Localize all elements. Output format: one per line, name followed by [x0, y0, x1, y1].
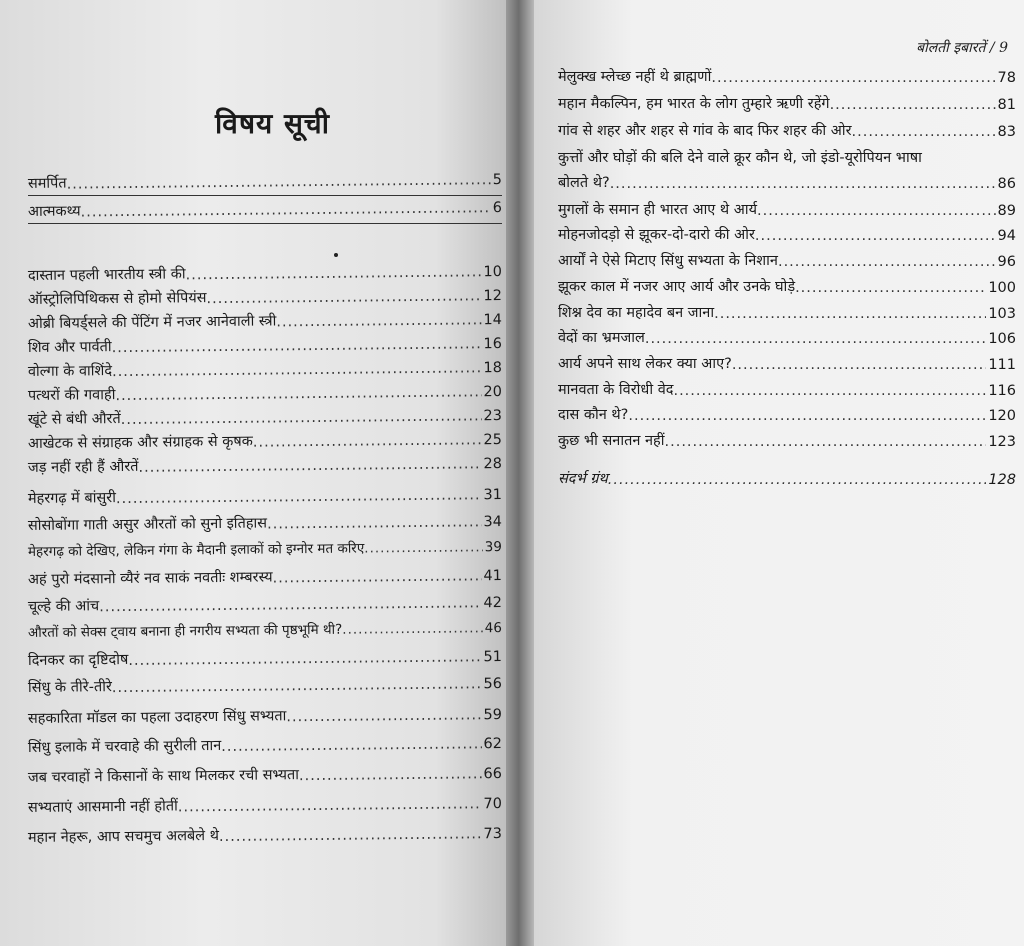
leader-dots: [342, 620, 483, 637]
toc-entry-page: 120: [988, 408, 1016, 424]
toc-entry: [558, 353, 1016, 373]
toc-entry-page: 6: [492, 200, 502, 217]
toc-entry-page: 46: [484, 620, 502, 637]
toc-entry-page: 123: [988, 434, 1016, 450]
toc-entry-title: समर्पित: [27, 175, 67, 193]
toc-entry-title: शिव और पार्वती: [27, 339, 112, 357]
toc-entry-page: 14: [483, 312, 502, 329]
toc-entry-title: दिनकर का दृष्टिदोष: [27, 651, 129, 670]
toc-entry-page: 31: [483, 487, 502, 504]
toc-entry-title: मुगलों के समान ही भारत आए थे आर्य: [558, 202, 758, 218]
toc-entry-title: संदर्भ ग्रंथ: [558, 471, 608, 487]
toc-entry-title: सहकारिता मॉडल का पहला उदाहरण सिंधु सभ्यता: [27, 708, 287, 728]
toc-entry: [558, 172, 1016, 192]
toc-entry-title: महान मैकल्पिन, हम भारत के लोग तुम्हारे ऋणी रहेंगे: [558, 96, 830, 112]
toc-entry-title: सिंधु के तीरे-तीरे: [27, 679, 112, 697]
leader-dots: [286, 707, 481, 725]
leader-dots: [830, 97, 996, 113]
toc-entry-page: 10: [483, 264, 502, 281]
leader-dots: [273, 568, 482, 586]
toc-entry-page: 51: [483, 649, 502, 666]
toc-entry: [558, 93, 1016, 113]
toc-entry-page: 25: [483, 432, 502, 449]
toc-entry-title: खूंटे से बंधी औरतें: [27, 411, 121, 429]
toc-entry-title: मानवता के विरोधी वेद: [558, 382, 674, 398]
toc-entry-title: गांव से शहर और शहर से गांव के बाद फिर शहर की ओर: [558, 123, 852, 139]
leader-dots: [178, 796, 482, 815]
leader-dots: [364, 539, 483, 556]
toc-entry: [558, 66, 1016, 86]
toc-entry-title: जड़ नहीं रही हैं औरतें: [27, 458, 139, 477]
toc-entry-title: जब चरवाहों ने किसानों के साथ मिलकर रची सभ्यता: [27, 767, 300, 787]
toc-entry-title: आखेटक से संग्राहक और संग्राहक से कृषक: [27, 433, 253, 453]
book-gutter: [506, 0, 534, 946]
toc-entry-page: 70: [483, 796, 502, 813]
running-head: बोलती इबारतें / 9: [916, 40, 1008, 56]
toc-entry-bibliography: [558, 468, 1016, 488]
toc-entry: [558, 404, 1016, 424]
toc-entry: [558, 199, 1016, 219]
toc-entry-page: 18: [483, 360, 502, 377]
toc-entry: [558, 302, 1016, 322]
leader-dots: [778, 254, 996, 270]
toc-entry-title: मोहनजोदड़ो से झूकर-दो-दारो की ओर: [558, 227, 755, 243]
toc-entry-title: आर्य अपने साथ लेकर क्या आए?: [558, 356, 732, 372]
toc-entry-page: 12: [483, 288, 502, 305]
toc-entry-title: वोल्गा के वाशिंदे: [27, 363, 113, 381]
toc-entry-page: 73: [483, 826, 502, 843]
leader-dots: [253, 432, 482, 450]
leader-dots: [645, 331, 986, 347]
leader-dots: [795, 280, 986, 296]
toc-entry-page: 42: [483, 595, 502, 612]
leader-dots: [186, 264, 482, 283]
toc-entry-title: आत्मकथ्य: [27, 203, 81, 221]
toc-entry: [558, 120, 1016, 140]
toc-entry-page: 39: [484, 539, 502, 556]
toc-entry-title: महान नेहरू, आप सचमुच अलबेले थे: [27, 828, 220, 847]
toc-entry-page: 128: [988, 472, 1016, 488]
toc-entry-page: 66: [483, 766, 502, 783]
toc-entry-title: ओब्री बियर्ड्सले की पेंटिंग में नजर आनेवाली स्त्री: [27, 313, 277, 333]
toc-entry-title: चूल्हे की आंच: [27, 598, 100, 616]
toc-entry-title: पत्थरों की गवाही: [27, 387, 116, 405]
toc-entry: [558, 250, 1016, 270]
toc-entry-page: 81: [997, 97, 1016, 113]
leader-dots: [608, 472, 987, 488]
leader-dots: [711, 70, 995, 86]
toc-entry-page: 56: [483, 676, 502, 693]
toc-entry-page: 106: [988, 331, 1016, 347]
leader-dots: [714, 306, 986, 322]
toc-entry-page: 23: [483, 408, 502, 425]
toc-entry-title: कुत्तों और घोड़ों की बलि देने वाले क्रूर कौन थे, जो इंडो-यूरोपियन भाषा: [558, 150, 922, 166]
toc-entry-page: 59: [483, 707, 502, 724]
leader-dots: [852, 124, 996, 140]
toc-entry-page: 20: [483, 384, 502, 401]
leader-dots: [628, 408, 986, 424]
page-title: विषय सूची: [215, 107, 330, 140]
leader-dots: [267, 514, 482, 532]
leader-dots: [299, 766, 482, 784]
leader-dots: [221, 736, 481, 755]
toc-entry-title: बोलते थे?: [558, 175, 610, 191]
toc-entry-title: मेलुक्ख म्लेच्छ नहीं थे ब्राह्मणों: [558, 69, 712, 85]
toc-entry-title: सोसोबोंगा गाती असुर औरतों को सुनो इतिहास: [27, 515, 268, 535]
toc-entry-title: आर्यों ने ऐसे मिटाए सिंधु सभ्यता के निशान: [558, 253, 778, 269]
toc-entry-title: ऑस्ट्रोलिपिथिकस से होमो सेपियंस: [27, 290, 207, 309]
toc-entry-page: 103: [988, 306, 1016, 322]
toc-entry-page: 16: [483, 336, 502, 353]
toc-entry-page: 111: [988, 357, 1016, 373]
toc-entry-page: 96: [997, 254, 1016, 270]
toc-entry: [558, 224, 1016, 244]
toc-entry-title: दास कौन थे?: [558, 407, 629, 423]
toc-entry-page: 89: [997, 203, 1016, 219]
toc-entry-page: 41: [483, 568, 502, 585]
toc-entry-page: 28: [483, 456, 502, 473]
ink-dot: [334, 253, 338, 257]
leader-dots: [665, 434, 987, 450]
toc-entry-page: 83: [997, 124, 1016, 140]
toc-entry: [558, 430, 1016, 450]
toc-entry-page: 86: [997, 176, 1016, 192]
toc-entry-page: 78: [997, 70, 1016, 86]
toc-entry: [558, 276, 1016, 296]
toc-entry: [558, 327, 1016, 347]
toc-entry-title: मेहरगढ़ में बांसुरी: [27, 490, 117, 508]
toc-entry-page: 94: [997, 228, 1016, 244]
toc-entry-title: झूकर काल में नजर आए आर्य और उनके घोड़े: [558, 279, 796, 295]
toc-entry-title: वेदों का भ्रमजाल: [558, 330, 645, 346]
toc-entry-title: शिश्न देव का महादेव बन जाना: [558, 305, 715, 321]
toc-entry-page: 5: [492, 172, 502, 189]
toc-entry-title: अहं पुरो मंदसानो व्यैरं नव साकं नवतीः शम्बरस्य: [27, 569, 273, 589]
leader-dots: [757, 203, 996, 219]
leader-dots: [219, 826, 482, 845]
toc-entry-title: कुछ भी सनातन नहीं: [558, 433, 665, 449]
toc-entry-page: 62: [483, 736, 502, 753]
toc-entry-page: 116: [988, 383, 1016, 399]
leader-dots: [732, 357, 987, 373]
leader-dots: [610, 176, 996, 192]
leader-dots: [206, 288, 481, 307]
toc-entry: [558, 147, 1016, 167]
toc-entry: [558, 379, 1016, 399]
toc-entry-title: सिंधु इलाके में चरवाहे की सुरीली तान: [27, 737, 222, 757]
toc-entry-page: 34: [483, 514, 502, 531]
toc-entry-title: सभ्यताएं आसमानी नहीं होतीं: [27, 798, 178, 817]
toc-entry-page: 100: [988, 280, 1016, 296]
leader-dots: [276, 312, 481, 330]
leader-dots: [755, 228, 996, 244]
divider: [28, 223, 502, 224]
toc-entry-title: औरतों को सेक्स ट्वाय बनाना ही नगरीय सभ्यता की पृष्ठभूमि थी?: [27, 621, 343, 641]
leader-dots: [673, 383, 986, 399]
toc-entry-title: मेहरगढ़ को देखिए, लेकिन गंगा के मैदानी इलाकों को इग्नोर मत करिए: [27, 540, 365, 560]
toc-entry-title: दास्तान पहली भारतीय स्त्री की: [27, 266, 186, 285]
